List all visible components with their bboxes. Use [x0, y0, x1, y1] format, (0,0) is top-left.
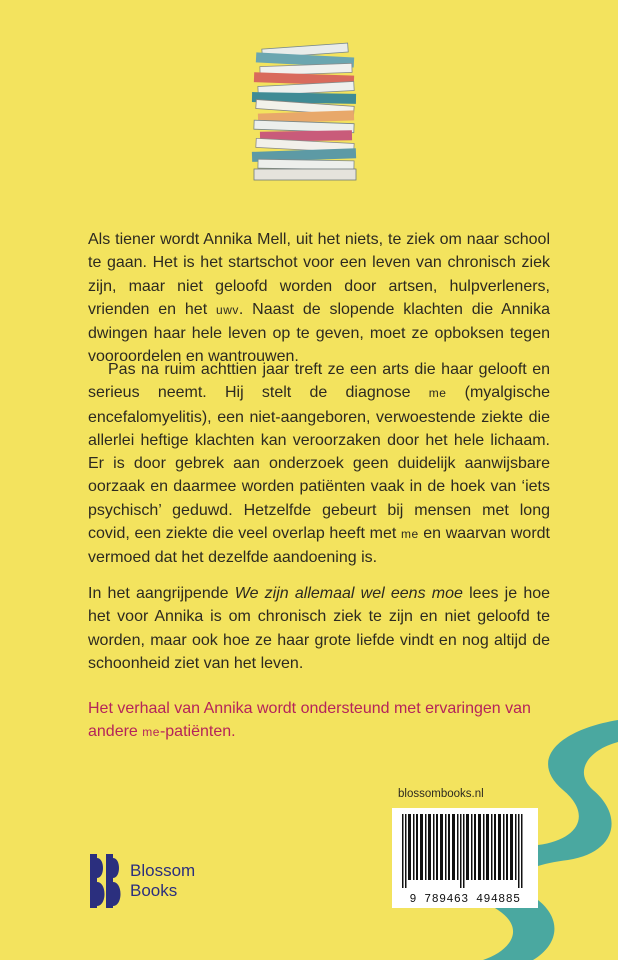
- isbn-barcode: [392, 808, 538, 908]
- intro-paragraph: Als tiener wordt Annika Mell, uit het niets, te ziek om naar school te gaan. Het is het startschot voor een leven van chronisch ziek zijn, maar niet geloofd worden door artsen, hulpverleners, vrienden en het uwv. Naast de slopende klachten die Annika dwingen haar hele leven op te geven, moet ze opboksen tegen vooroordelen en wantrouwen.: [88, 231, 551, 366]
- accent-paragraph: Het verhaal van Annika wordt ondersteund met ervaringen van andere me-patiënten.: [88, 700, 531, 741]
- diagnosis-paragraph: Pas na ruim achttien jaar treft ze een arts die haar gelooft en serieus neemt. Hij stelt de diagnose me (myalgische encefalomyelitis), een niet-aangeboren, verwoestende ziekte die allerlei heftige klachten kan veroorzaken door het hele lichaam. Er is door gebrek aan onderzoek geen duidelijk aanwijsbare oorzaak en daarmee worden patiënten vaak in de hoek van ‘iets psychisch’ geduwd. Hetzelfde gebeurt bij mensen met long covid, een ziekte die veel overlap heeft met me en waarvan wordt vermoed dat het dezelfde aandoening is.: [88, 361, 550, 567]
- book-stack-illustration: [236, 40, 376, 190]
- book-pitch-paragraph: In het aangrijpende We zijn allemaal wel eens moe lees je hoe het voor Annika is om chronisch ziek te zijn en niet geloofd te worden, maar ook hoe ze haar grote liefde vindt en nog altijd de schoonheid ziet van het leven.: [88, 585, 551, 672]
- isbn-number: 9 789463 494885: [409, 893, 521, 906]
- book-title: We zijn allemaal wel eens moe: [234, 585, 463, 602]
- publisher-logo: [88, 852, 195, 910]
- blossom-books-logo-icon: [88, 852, 122, 910]
- publisher-name: Blossom Books: [130, 861, 196, 900]
- publisher-website: blossombooks.nl: [398, 788, 484, 800]
